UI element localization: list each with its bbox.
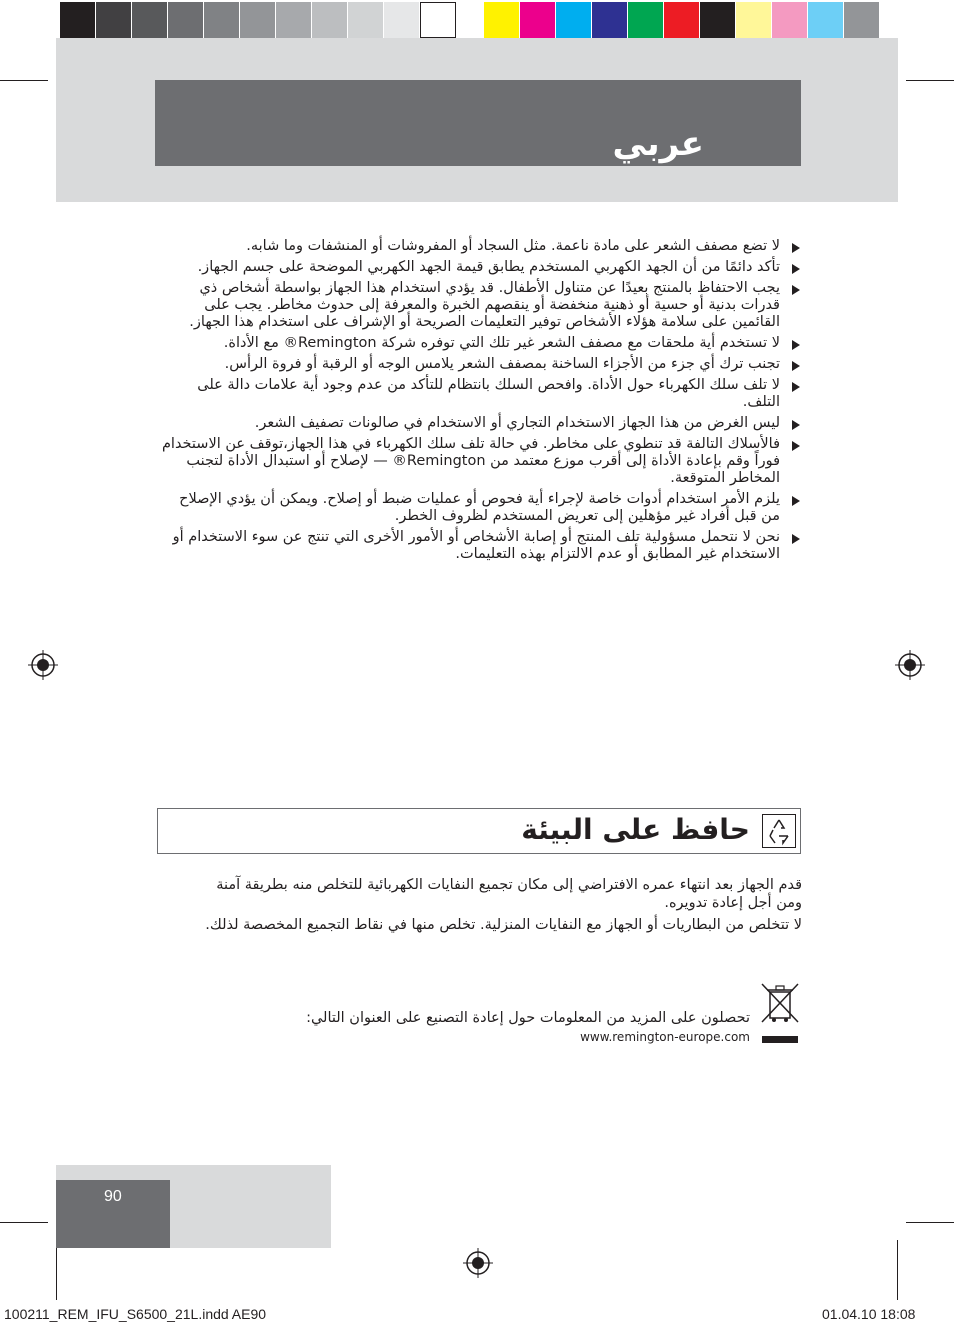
color-swatch <box>844 2 880 38</box>
color-swatch <box>556 2 592 38</box>
gray-swatch-strip <box>60 2 456 38</box>
color-swatch <box>484 2 520 38</box>
crop-mark <box>906 80 954 81</box>
registration-mark-icon <box>895 650 925 680</box>
header-bar <box>155 80 801 166</box>
color-swatch <box>276 2 312 38</box>
color-swatch <box>808 2 844 38</box>
color-swatch <box>592 2 628 38</box>
crop-mark <box>56 1240 57 1300</box>
safety-item: فالأسلاك التالفة قد تنطوي على مخاطر. في حالة تلف سلك الكهرباء في هذا الجهاز،توقف عن الاستخدام فوراً وقم بإعادة الأداة إلى أقرب موزع معتمد من Remington® — لإصلاح أو استبدال الأداة لتجنب المخاطر المتوقعة. <box>160 436 800 487</box>
crop-mark <box>0 80 48 81</box>
crossed-out-bin-icon <box>758 980 802 1026</box>
color-swatch <box>168 2 204 38</box>
color-swatch <box>700 2 736 38</box>
color-swatch <box>736 2 772 38</box>
safety-item: تأكد دائمًا من أن الجهد الكهربي المستخدم يطابق قيمة الجهد الكهربي الموضحة على جسم الجهاز. <box>160 259 800 276</box>
environment-text <box>190 876 802 938</box>
color-swatch <box>132 2 168 38</box>
safety-item: نحن لا نتحمل مسؤولية تلف المنتج أو إصابة الأشخاص أو الأمور الأخرى التي تنتج عن سوء الاستخدام أو الاستخدام غير المطابق أو عدم الالتزام بهذه التعليمات. <box>160 529 800 563</box>
color-swatch <box>628 2 664 38</box>
color-swatch <box>60 2 96 38</box>
environment-paragraph: قدم الجهاز بعد انتهاء عمره الافتراضي إلى مكان تجميع النفايات الكهربائية للتخلص منه بطريقة آمنة ومن أجل إعادة تدويره. <box>216 877 802 911</box>
bin-underline-bar <box>762 1036 798 1043</box>
crop-mark <box>0 1222 48 1223</box>
color-swatch <box>384 2 420 38</box>
recycling-info-text: تحصلون على المزيد من المعلومات حول إعادة التصنيع على العنوان التالي: <box>306 1010 750 1026</box>
crop-mark <box>906 1222 954 1223</box>
environment-paragraph: لا تتخلص من البطاريات أو الجهاز مع النفايات المنزلية. تخلص منها في نقاط التجميع المخصصة لذلك. <box>205 917 802 933</box>
safety-item: لا تلف سلك الكهرباء حول الأداة. وافحص السلك بانتظام للتأكد من عدم وجود أية علامات دالة على التلف. <box>160 377 800 411</box>
safety-item: يجب الاحتفاظ بالمنتج بعيدًا عن متناول الأطفال. قد يؤدي استخدام هذا الجهاز بواسطة أشخاص ذي قدرات بدنية أو حسية أو ذهنية منخفضة أو ينقصهم الخبرة والمعرفة إلى حدوث مخاطر. يجب على القائمين على سلامة هؤلاء الأشخاص توفير التعليمات الصريحة أو الإشراف على استخدام هذا الجهاز. <box>160 280 800 331</box>
color-swatch-strip <box>484 2 880 38</box>
color-swatch <box>240 2 276 38</box>
environment-title: حافظ على البيئة <box>521 813 750 846</box>
color-swatch <box>664 2 700 38</box>
color-swatch <box>96 2 132 38</box>
color-swatch <box>420 2 456 38</box>
safety-item: ليس الغرض من هذا الجهاز الاستخدام التجاري أو الاستخدام في صالونات تصفيف الشعر. <box>160 415 800 432</box>
color-swatch <box>520 2 556 38</box>
file-slug: 100211_REM_IFU_S6500_21L.indd AE90 <box>4 1306 267 1322</box>
language-title: عربي <box>612 124 704 164</box>
crop-mark <box>897 1240 898 1300</box>
date-slug: 01.04.10 18:08 <box>822 1306 916 1322</box>
website-url[interactable]: www.remington-europe.com <box>580 1030 750 1044</box>
page-number: 90 <box>104 1188 122 1205</box>
environment-heading-box <box>157 808 801 854</box>
color-swatch <box>204 2 240 38</box>
registration-mark-icon <box>28 650 58 680</box>
safety-item: يلزم الأمر استخدام أدوات خاصة لإجراء أية فحوص أو عمليات ضبط أو إصلاح. ويمكن أن يؤدي الإصلاح من قبل أفراد غير مؤهلين إلى تعريض المستخدم لظروف الخطر. <box>160 491 800 525</box>
color-swatch <box>772 2 808 38</box>
safety-item: لا تستخدم أية ملحقات مع مصفف الشعر غير تلك التي توفره شركة Remington® مع الأداة. <box>160 335 800 352</box>
registration-mark-icon <box>463 1248 493 1278</box>
safety-item: لا تضع مصفف الشعر على مادة ناعمة. مثل السجاد أو المفروشات أو المنشفات وما شابه. <box>160 238 800 255</box>
color-swatch <box>348 2 384 38</box>
safety-item: تجنب ترك أي جزء من الأجزاء الساخنة بمصفف الشعر يلامس الوجه أو الرقبة أو فروة الرأس. <box>160 356 800 373</box>
safety-instructions-list <box>160 238 800 567</box>
color-swatch <box>312 2 348 38</box>
recycle-icon <box>762 814 796 848</box>
